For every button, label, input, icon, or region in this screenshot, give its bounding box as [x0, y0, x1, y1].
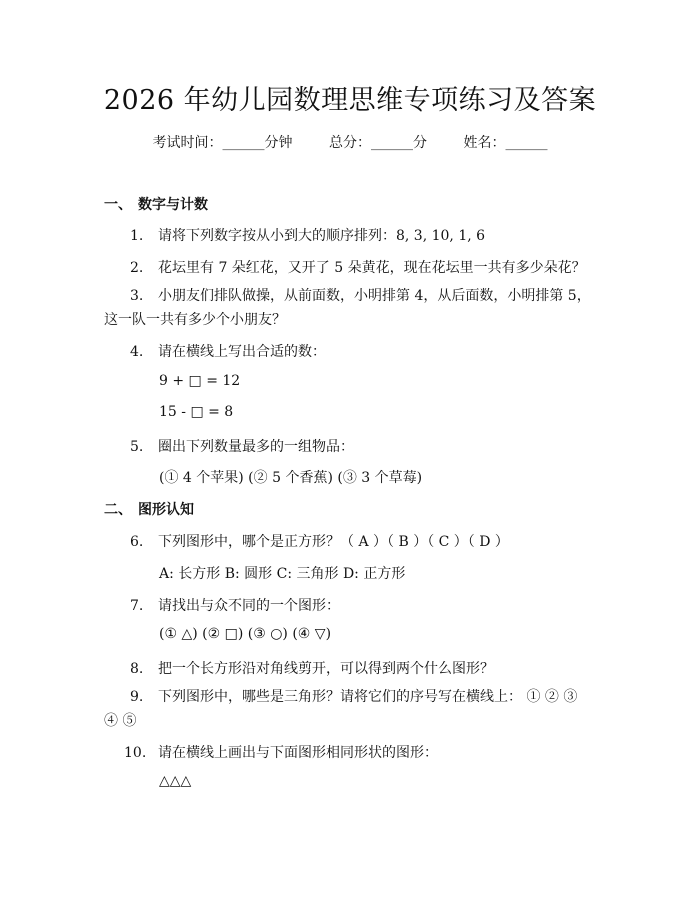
question-8 [130, 658, 494, 678]
question-text: 把一个长方形沿对角线剪开，可以得到两个什么图形？ [158, 661, 494, 677]
question-text: 小朋友们排队做操，从前面数，小明排第 4，从后面数，小明排第 5，这一队一共有多少个小朋友？ [104, 288, 591, 328]
question-6 [130, 531, 509, 551]
answer-options: A: 长方形 B: 圆形 C: 三角形 D: 正方形 [159, 566, 406, 582]
question-2 [130, 257, 586, 277]
exam-time-field: 考试时间：______分钟 [152, 135, 293, 151]
triangle-shapes: △△△ [159, 773, 192, 789]
question-number: 8. [130, 661, 144, 677]
question-3 [104, 284, 594, 332]
section-title: 数字与计数 [138, 197, 208, 213]
question-number: 3. [130, 288, 144, 304]
question-number: 2. [130, 260, 144, 276]
section-heading-shapes [104, 499, 194, 519]
question-number: 5. [130, 439, 144, 455]
question-number: 1. [130, 228, 144, 244]
question-text: 下列图形中，哪些是三角形？请将它们的序号写在横线上： ① ② ③ ④ ⑤ [104, 689, 578, 729]
answer-options: (① 4 个苹果) (② 5 个香蕉) (③ 3 个草莓) [159, 470, 423, 486]
question-text: 请找出与众不同的一个图形： [158, 598, 340, 614]
question-text: 下列图形中，哪个是正方形？（ A ）（ B ）（ C ）（ D ） [158, 534, 509, 550]
question-number: 6. [130, 534, 144, 550]
question-number: 4. [130, 344, 144, 360]
exam-meta [0, 132, 700, 152]
question-9 [104, 685, 594, 733]
question-number: 9. [130, 689, 144, 705]
question-4 [130, 341, 326, 361]
question-5 [130, 436, 354, 456]
question-text: 请在横线上画出与下面图形相同形状的图形： [158, 745, 438, 761]
question-text: 请将下列数字按从小到大的顺序排列：8, 3, 10, 1, 6 [158, 228, 486, 244]
question-text: 花坛里有 7 朵红花，又开了 5 朵黄花，现在花坛里一共有多少朵花？ [158, 260, 586, 276]
equation-line: 9 + □ = 12 [159, 373, 241, 389]
question-1 [130, 225, 485, 245]
total-score-field: 总分：______分 [329, 135, 427, 151]
equation-line: 15 - □ = 8 [159, 404, 234, 420]
question-7 [130, 595, 340, 615]
question-number: 7. [130, 598, 144, 614]
page-title: 2026 年幼儿园数理思维专项练习及答案 [103, 85, 597, 116]
section-number: 二、 [104, 502, 132, 518]
question-text: 请在横线上写出合适的数： [158, 344, 326, 360]
question-number: 10. [124, 745, 147, 761]
section-title: 图形认知 [138, 502, 194, 518]
question-text: 圈出下列数量最多的一组物品： [158, 439, 354, 455]
student-name-field: 姓名：______ [463, 135, 548, 151]
section-heading-numbers [104, 194, 208, 214]
answer-options: (① △) (② □) (③ ○) (④ ▽) [159, 626, 332, 642]
section-number: 一、 [104, 197, 132, 213]
question-10 [124, 742, 438, 762]
